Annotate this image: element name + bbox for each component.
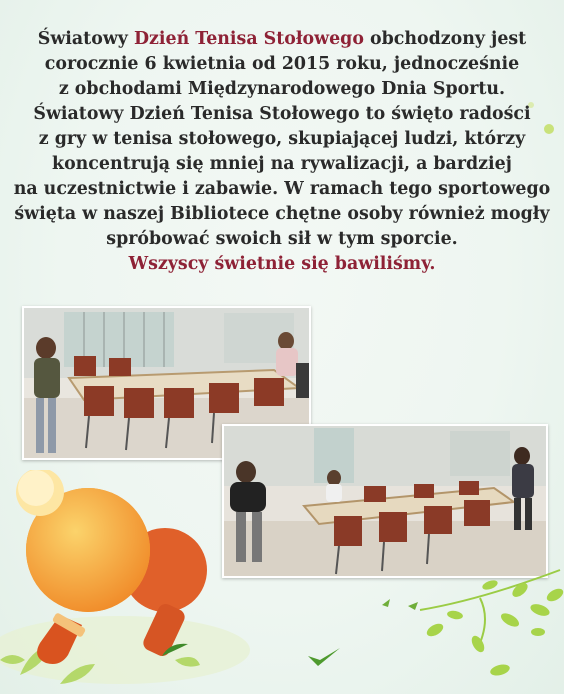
announcement-text xyxy=(0,27,564,277)
text-line-5: z gry w tenisa stołowego, skupiającej ludzi, którzy xyxy=(38,129,526,149)
text-line-3: z obchodami Międzynarodowego Dnia Sportu. xyxy=(58,79,506,99)
text-line-8: święta w naszej Bibliotece chętne osoby również mogły xyxy=(14,204,550,224)
leaf-checkmark-decoration xyxy=(306,646,342,670)
leaf-sprig-decoration xyxy=(160,640,190,660)
photo-table-tennis-players xyxy=(222,424,548,578)
green-leaves-decoration xyxy=(360,560,564,694)
text-line-1: Światowy Dzień Tenisa Stołowego obchodzony jest xyxy=(37,29,527,49)
text-line-9: spróbować swoich sił w tym sporcie. xyxy=(106,229,458,249)
text-line-4: Światowy Dzień Tenisa Stołowego to święto radości xyxy=(33,104,531,124)
text-line-6: koncentrują się mniej na rywalizacji, a bardziej xyxy=(52,154,512,174)
text-line-2: corocznie 6 kwietnia od 2015 roku, jednocześnie xyxy=(44,54,520,74)
text-line-7: na uczestnictwie i zabawie. W ramach tego sportowego xyxy=(13,179,551,199)
closing-line: Wszyscy świetnie się bawiliśmy. xyxy=(128,254,436,274)
table-tennis-paddles-illustration xyxy=(0,470,260,694)
